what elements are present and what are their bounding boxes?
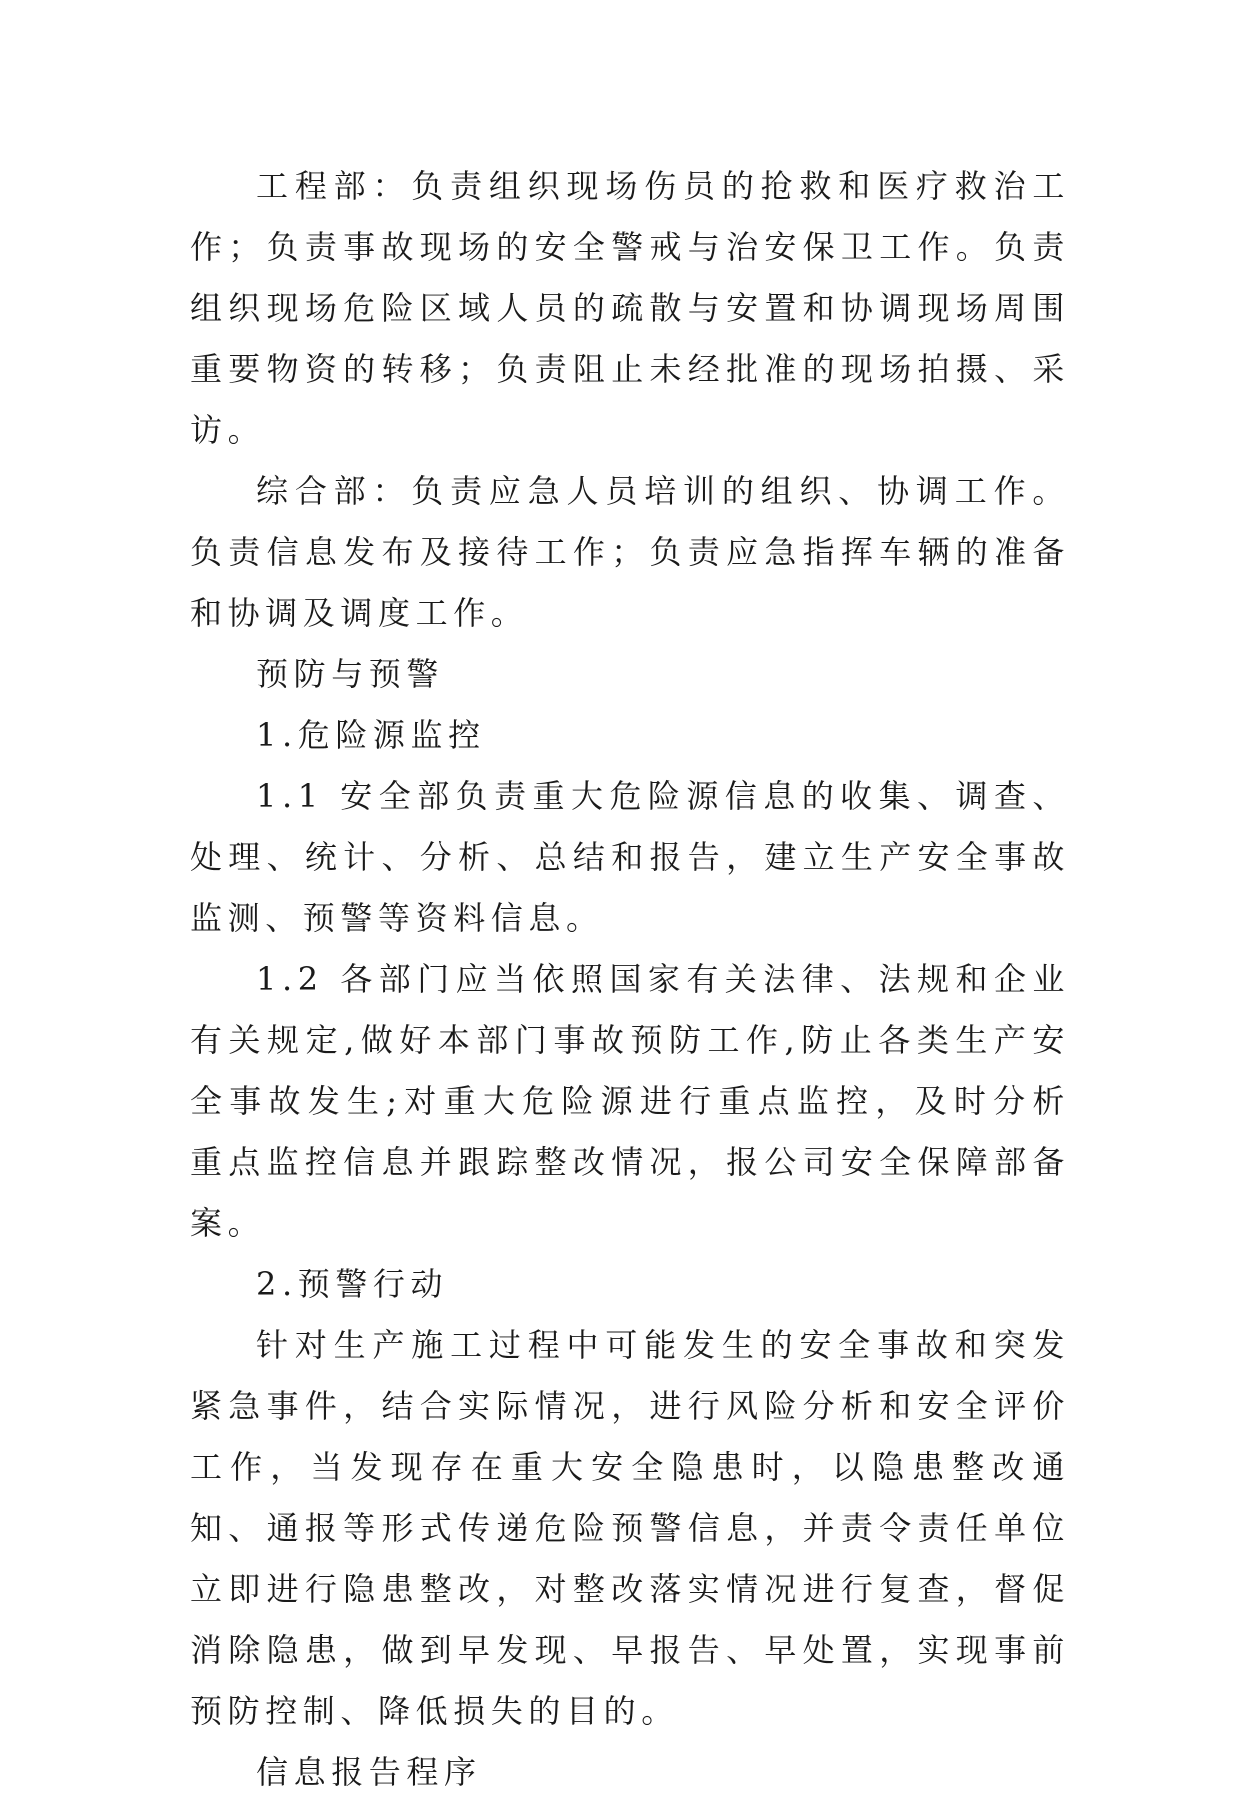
paragraph-warning-action: 针对生产施工过程中可能发生的安全事故和突发紧急事件，结合实际情况，进行风险分析和安全评价工作，当发现存在重大安全隐患时，以隐患整改通知、通报等形式传递危险预警信息，并责令责任单位立即进行隐患整改，对整改落实情况进行复查，督促消除隐患，做到早发现、早报告、早处置，实现事前预防控制、降低损失的目的。 bbox=[190, 1326, 1070, 1730]
paragraph-general-dept: 综合部：负责应急人员培训的组织、协调工作。负责信息发布及接待工作；负责应急指挥车辆的准备和协调及调度工作。 bbox=[190, 472, 1070, 632]
heading-hazard-monitoring: 1.危险源监控 bbox=[256, 716, 486, 754]
paragraph-engineering-dept: 工程部：负责组织现场伤员的抢救和医疗救治工作；负责事故现场的安全警戒与治安保卫工作。负责组织现场危险区域人员的疏散与安置和协调现场周围重要物资的转移；负责阻止未经批准的现场拍摄、采访。 bbox=[190, 167, 1070, 449]
heading-information-reporting: 信息报告程序 bbox=[256, 1753, 482, 1791]
heading-prevention-warning: 预防与预警 bbox=[256, 655, 445, 693]
paragraph-1-1: 1.1 安全部负责重大危险源信息的收集、调查、处理、统计、分析、总结和报告，建立生产安全事故监测、预警等资料信息。 bbox=[190, 777, 1070, 937]
heading-warning-action: 2.预警行动 bbox=[256, 1265, 449, 1303]
document-body bbox=[190, 156, 1070, 1803]
paragraph-1-2: 1.2 各部门应当依照国家有关法律、法规和企业有关规定,做好本部门事故预防工作,防止各类生产安全事故发生;对重大危险源进行重点监控，及时分析重点监控信息并跟踪整改情况，报公司安全保障部备案。 bbox=[190, 960, 1070, 1242]
